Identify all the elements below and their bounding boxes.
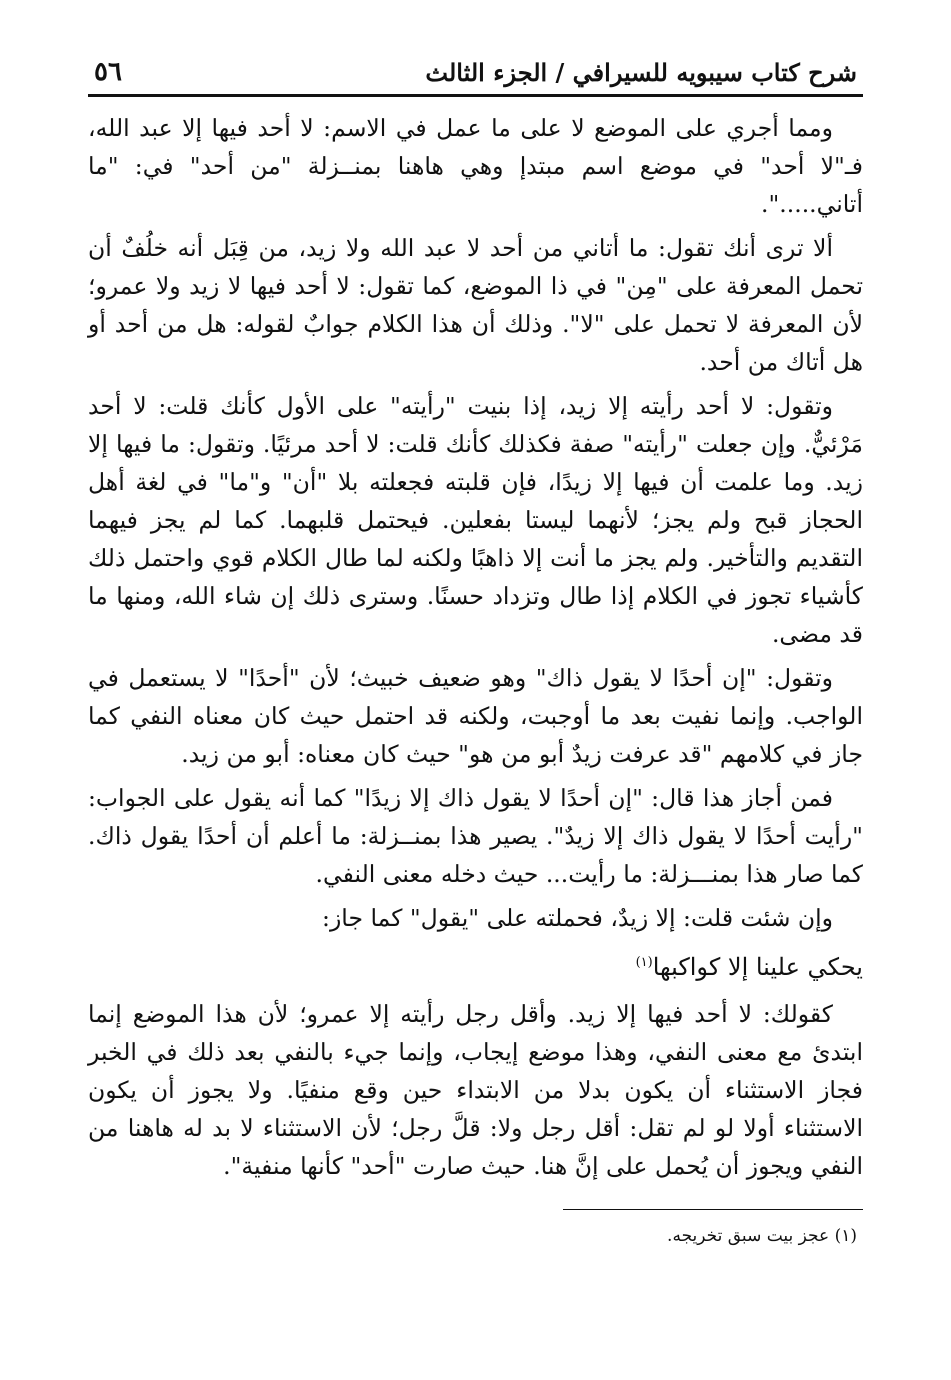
running-header (88, 40, 863, 94)
book-page (88, 40, 863, 1340)
paragraph: وتقول: "إن أحدًا لا يقول ذاك" وهو ضعيف خبيث؛ لأن "أحدًا" لا يستعمل في الواجب. وإنما نفيت بعد ما أوجبت، ولكنه قد احتمل حيث كان معناه النفي كما جاز في كلامهم "قد عرفت زيدٌ أبو من هو" حيث كان معناه: أبو من زيد. (88, 664, 863, 768)
header-rule (88, 94, 863, 97)
paragraph: كقولك: لا أحد فيها إلا زيد. وأقل رجل رأيته إلا عمرو؛ لأن هذا الموضع إنما ابتدئ مع معنى النفي، وهذا موضع إيجاب، وإنما جيء بالنفي بعد ذلك في الخبر فجاز الاستثناء أن يكون بدلا من الابتداء حين وقع منفيًا. ولا يجوز أن يكون الاستثناء أولا لو لم تقل: أقل رجل ولا: قلَّ رجل؛ لأن الاستثناء لا بد له هاهنا من النفي ويجوز أن يُحمل على إنَّ هنا. حيث صارت "أحد" كأنها منفية". (88, 1000, 863, 1180)
footnote-marker: (١) (635, 955, 653, 970)
poetry-verse (88, 943, 863, 987)
paragraph: فمن أجاز هذا قال: "إن أحدًا لا يقول ذاك إلا زيدًا" كما أنه يقول على الجواب: "رأيت أحدًا لا يقول ذاك إلا زيدٌ". يصير هذا بمنــزلة: ما أعلم أن أحدًا يقول ذاك. كما صار هذا بمنـــزلة: ما رأيت... حيث دخله معنى النفي. (88, 784, 863, 888)
body-text (88, 109, 863, 1185)
paragraph: ألا ترى أنك تقول: ما أتاني من أحد لا عبد الله ولا زيد، من قِبَل أنه خلُفٌ أن تحمل المعرفة على "مِن" في ذا الموضع، كما تقول: لا أحد فيها لا زيد ولا عمرو؛ لأن المعرفة لا تحمل على "لا". وذلك أن هذا الكلام جوابٌ لقوله: هل من أحد أو هل أتاك من أحد. (88, 234, 863, 376)
footnote: (١) عجز بيت سبق تخريجه. (667, 1226, 857, 1246)
footnote-rule (563, 1209, 863, 1210)
verse-text: يحكي علينا إلا كواكبها (652, 953, 863, 981)
paragraph: وإن شئت قلت: إلا زيدٌ، فحملته على "يقول" كما جاز: (322, 904, 833, 932)
paragraph: وتقول: لا أحد رأيته إلا زيد، إذا بنيت "رأيته" على الأول كأنك قلت: لا أحد مَرْئيٌّ. وإن جعلت "رأيته" صفة فكذلك كأنك قلت: لا أحد مرئيًا. وتقول: ما فيها إلا زيد. وما علمت أن فيها إلا زيدًا، فإن قلبته فجعلته بلا "أن" و"ما" في لغة أهل الحجاز قبح ولم يجز؛ لأنهما ليستا بفعلين. فيحتمل قلبهما. كما لم يجز فيهما التقديم والتأخير. ولم يجز ما أنت إلا ذاهبًا ولكنه لما طال الكلام قوي واحتمل ذلك كأشياء تجوز في الكلام إذا طال وتزداد حسنًا. وسترى ذلك إن شاء الله، ومنها ما قد مضى. (88, 392, 863, 648)
paragraph: ومما أجري على الموضع لا على ما عمل في الاسم: لا أحد فيها إلا عبد الله، فـ"لا أحد" في موضع اسم مبتدإ وهي هاهنا بمنــزلة "من أحد" في: "ما أتاني.....". (88, 114, 863, 218)
page-number: ٥٦ (94, 56, 122, 87)
running-title: شرح كتاب سيبويه للسيرافي / الجزء الثالث (425, 58, 857, 88)
